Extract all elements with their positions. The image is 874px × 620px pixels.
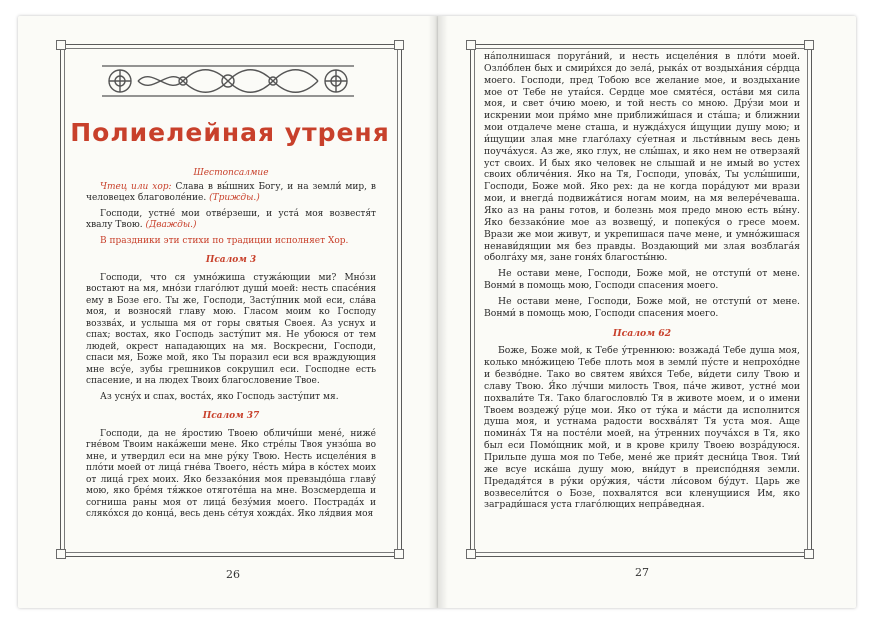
frame-corner [466,549,476,559]
right-page-text [484,51,800,515]
frame-corner [394,549,404,559]
frame-corner [804,40,814,50]
right-paragraph-3: Не остави мене, Господи, Боже мой, не отступи́ от мене. Вонми́ в помощь мою, Господи спасения моего. [484,295,800,319]
frame-corner [394,40,404,50]
frame-corner [466,40,476,50]
frame-corner [804,549,814,559]
psalm37-heading: Псалом 37 [202,411,260,422]
book-gutter [428,16,448,608]
left-page-text [86,168,376,525]
intro-rubric: (Трижды.) [209,193,260,204]
psalm3-paragraph-2: Аз усну́х и спах, воста́х, яко Господь засту́пит мя. [100,391,339,402]
ornament-knotwork-icon [98,62,358,100]
page-number-left: 26 [226,568,240,581]
note-text: В праздники эти стихи по традиции исполняет Хор. [100,235,349,246]
psalm37-paragraph-1: Господи, да не я́ростию Твоею обличи́ши мене́, ниже́ гне́вом Твоим нака́жеши мене. Яко стре́лы Твоя унзо́ша во мне, и утвердил еси на мне ру́ку Твою. Несть исцеле́ния в пло́ти моей от лица́ гне́ва Твоего, не́сть ми́ра в ко́стех моих от лица́ грех моих. Яко беззако́ния моя превзыдо́ша главу́ мою, яко бре́мя тя́жкое отяготе́ша на мне. Возсмердеша и согниша раны моя от лица́ безу́мия моего. Пострада́х и сляко́хся до конца́, весь день се́туя хожда́х. Яко ля́двия моя [86,428,376,520]
intro-role: Чтец или хор: [100,181,172,192]
line2-text: Господи, устне́ мои отве́рзеши, и уста́ моя возвестя́т хвалу Твою. [86,208,376,231]
right-paragraph-2: Не остави мене, Господи, Боже мой, не отступи́ от мене. Вонми́ в помощь мою, Господи спасения моего. [484,268,800,292]
psalm3-heading: Псалом 3 [205,255,257,266]
intro-paragraph [86,182,376,205]
psalm3-paragraph-1: Господи, что ся умно́жиша стужа́ющии ми? Мно́зи востают на мя, мно́зи глаго́лют души́ моей: несть спасе́ния ему в Бозе его. Ты же, Господи, Засту́пник мой еси, сла́ва моя, и возносяй главу мою. Гласом моим ко Господу воззва́х, и услыша мя от горы святыя Своея. Аз уснух и спах; востах, яко Господь засту́пит мя. Не убоюся от тем людей, окрест нападающих на мя. Воскресни, Господи, спаси мя, Боже мой, яко Ты поразил еси вся враждующия мне всу́е, зубы грешников сокрушил еси. Господне есть спасение, и на людех Твоих благословение Твое. [86,272,376,387]
page-number-right: 27 [635,566,649,579]
subtitle: Шестопсалмие [193,168,269,178]
line2-paragraph [86,209,376,232]
frame-corner [56,40,66,50]
psalm62-heading: Псалом 62 [612,327,672,339]
right-paragraph-1: на́полнишася поруга́ний, и несть исцеле́ния в пло́ти моей. Озло́блен бых и смири́хся до зела́, рыка́х от воздыха́ния се́рдца моего. Господи, пред Тобою все желание мое, и воздыхание мое от Тебе не утаи́ся. Сердце мое смяте́ся, оста́ви мя сила моя, и свет о́чию моею, и той несть со мною. Дру́зи мои и искрении мои пря́мо мне приближи́шася и ста́ша; и ближнии мои отдалече мене сташа, и нужда́хуся и́щущии душу мою; и и́щущии злая мне глаго́лаху су́етная и льсти́вным весь день поуча́хуся. Аз же, яко глух, не слы́шах, и яко нем не отверзаяй уст своих. И бых яко человек не слышай и не имый во устех своих обличе́ния. Яко на Тя, Господи, упова́х, Ты услы́шиши, Господи, Боже мой. Яко рех: да не когда пора́дуют ми врази мои, и внегда́ подвижа́тися ногам моим, на мя велере́чеваша. Яко аз на раны готов, и болезнь моя предо мною есть вы́ну. Яко беззако́ние мое аз возвещу́, и попеку́ся о гресе моем. Врази же мои живут, и укрепишася паче мене, и умно́жишася ненави́дящии мя без правды. Воздающий ми злая возблага́я оболга́ху мя, зане гоня́х благосты́ню. [484,51,800,264]
psalm62-paragraph-1: Боже, Боже мой, к Тебе у́треннюю: возжада́ Тебе душа моя, колько мно́жицею Тебе плоть моя в земли́ пу́сте и непрохо́дне и безво́дне. Тако во святем яви́хся Тебе, ви́дети силу Твою и славу Твою. Я́ко лу́чши милость Твоя, па́че живот, устне́ мои похвали́те Тя. Тако благословлю́ Тя в животе моем, и о имени Твоем воздежу́ ру́це мои. Яко от ту́ка и ма́сти да исполнится душа моя, и устнама радости восхва́лят Тя уста моя. Аще помина́х Тя на посте́ли моей, на у́тренних поуча́хся в Тя, яко был еси Помо́щник мой, и в крове крилу Твоею возра́дуюся. Прильпе душа моя по Тебе, мене́ же прия́т десни́ца Твоя. Тии́ же всуе иска́ша душу мою, вни́дут в преиспо́дняя земли. Предадя́тся в ру́ки ору́жия, ча́сти ли́совом бу́дут. Царь же возвесели́тся о Бозе, похвалятся вси кленущиися Им, яко загради́шася уста глаго́лющих непра́ведная. [484,345,800,511]
frame-corner [56,549,66,559]
page-title: Полиелейная утреня [70,118,390,147]
intro-text: Слава в вы́шних Богу, и на земли́ мир, в человецех благоволе́ние. [86,181,376,204]
line2-rubric: (Дважды.) [145,220,197,231]
